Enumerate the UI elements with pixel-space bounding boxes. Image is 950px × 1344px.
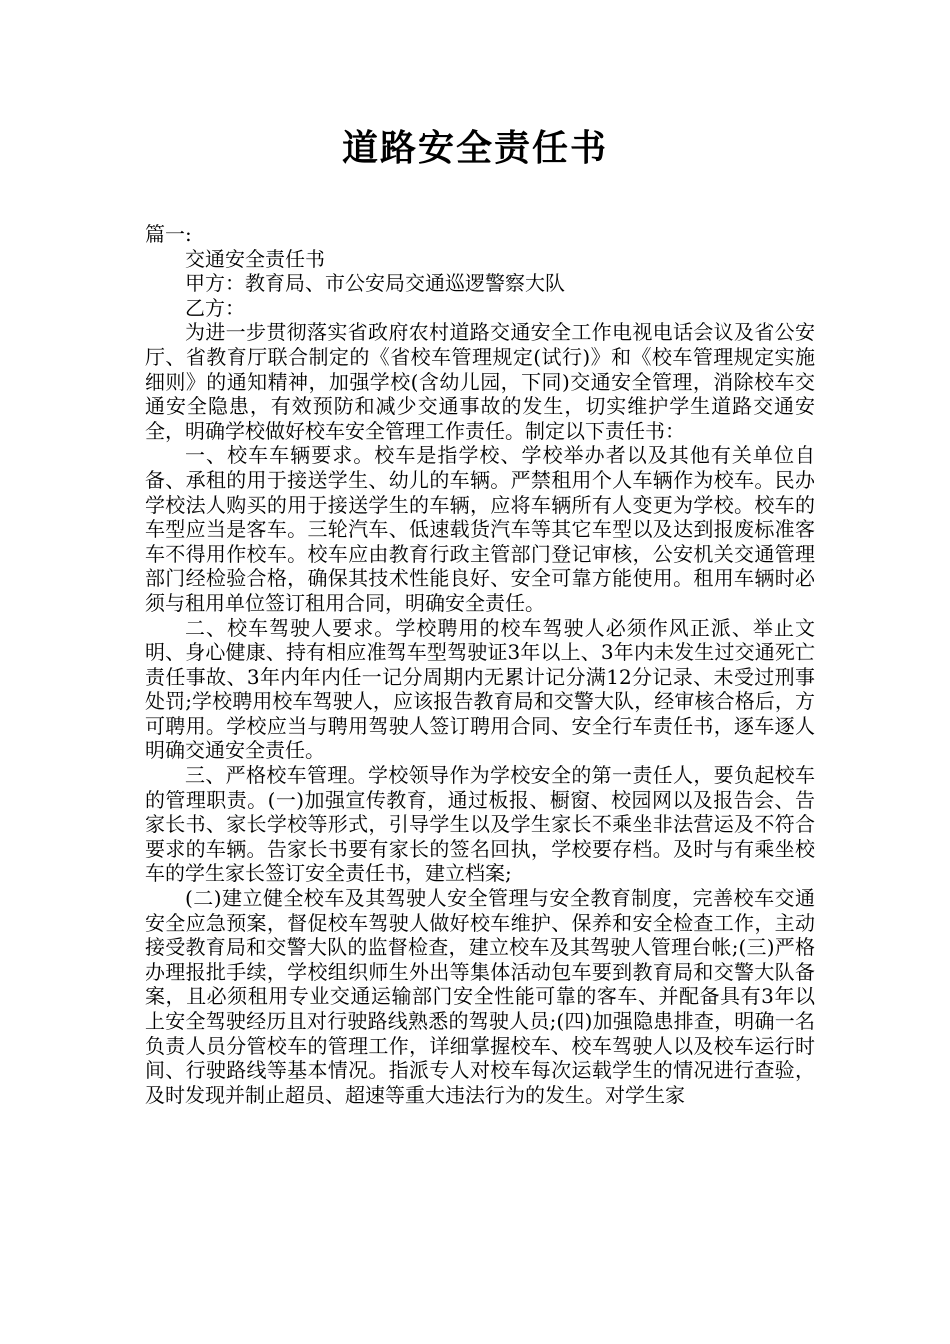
document-body — [145, 222, 815, 1107]
driver-requirements-paragraph: 二、校车驾驶人要求。学校聘用的校车驾驶人必须作风正派、举止文明、身心健康、持有相应准驾车型驾驶证3年以上、3年内未发生过交通死亡责任事故、3年内年内任一记分周期内无累计记分满12分记录、未受过刑事处罚;学校聘用校车驾驶人，应该报告教育局和交警大队，经审核合格后，方可聘用。学校应当与聘用驾驶人签订聘用合同、安全行车责任书，逐车逐人明确交通安全责任。 — [145, 615, 815, 763]
vehicle-requirements-paragraph: 一、校车车辆要求。校车是指学校、学校举办者以及其他有关单位自备、承租的用于接送学生、幼儿的车辆。严禁租用个人车辆作为校车。民办学校法人购买的用于接送学生的车辆，应将车辆所有人变更为学校。校车的车型应当是客车。三轮汽车、低速载货汽车等其它车型以及达到报废标准客车不得用作校车。校车应由教育行政主管部门登记审核，公安机关交通管理部门经检验合格，确保其技术性能良好、安全可靠方能使用。租用车辆时必须与租用单位签订租用合同，明确安全责任。 — [145, 443, 815, 615]
section-label: 篇一: — [145, 222, 192, 246]
management-paragraph: 三、严格校车管理。学校领导作为学校安全的第一责任人，要负起校车的管理职责。(一)加强宣传教育，通过板报、橱窗、校园网以及报告会、告家长书、家长学校等形式，引导学生以及学生家长不乘坐非法营运及不符合要求的车辆。告家长书要有家长的签名回执，学校要存档。及时与有乘坐校车的学生家长签订安全责任书，建立档案; — [145, 763, 815, 886]
management-detail-paragraph: (二)建立健全校车及其驾驶人安全管理与安全教育制度，完善校车交通安全应急预案，督促校车驾驶人做好校车维护、保养和安全检查工作，主动接受教育局和交警大队的监督检查，建立校车及其驾驶人管理台帐;(三)严格办理报批手续，学校组织师生外出等集体活动包车要到教育局和交警大队备案，且必须租用专业交通运输部门安全性能可靠的客车、并配备具有3年以上安全驾驶经历且对行驶路线熟悉的驾驶人员;(四)加强隐患排查，明确一名负责人员分管校车的管理工作，详细掌握校车、校车驾驶人以及校车运行时间、行驶路线等基本情况。指派专人对校车每次运载学生的情况进行查验，及时发现并制止超员、超速等重大违法行为的发生。对学生家 — [145, 886, 815, 1107]
party-a-paragraph: 甲方：教育局、市公安局交通巡逻警察大队 — [185, 271, 565, 296]
subtitle-paragraph: 交通安全责任书 — [185, 246, 325, 271]
preamble-paragraph: 为进一步贯彻落实省政府农村道路交通安全工作电视电话会议及省公安厅、省教育厅联合制定的《省校车管理规定(试行)》和《校车管理规定实施细则》的通知精神，加强学校(含幼儿园，下同)交通安全管理，消除校车交通安全隐患，有效预防和减少交通事故的发生，切实维护学生道路交通安全，明确学校做好校车安全管理工作责任。制定以下责任书： — [145, 320, 815, 443]
document-title: 道路安全责任书 — [341, 128, 608, 169]
party-b-paragraph: 乙方： — [185, 295, 245, 320]
